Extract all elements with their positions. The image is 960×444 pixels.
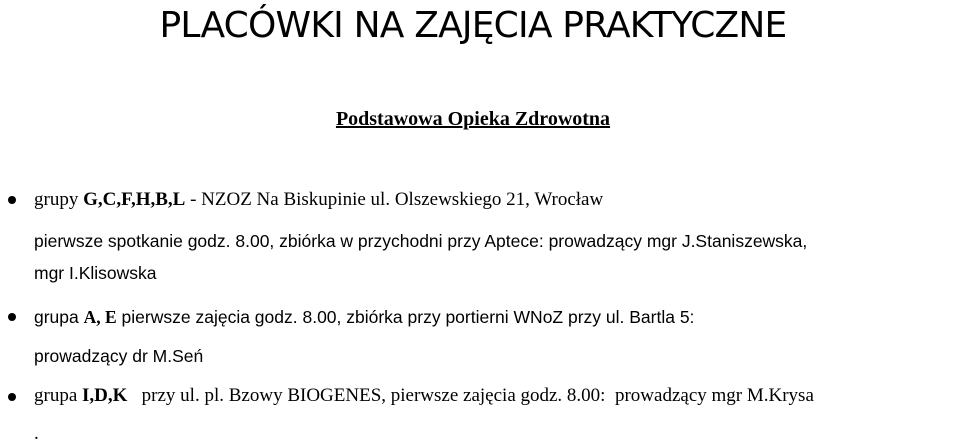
section-subtitle: Podstawowa Opieka Zdrowotna <box>335 108 611 130</box>
item-first-line <box>34 307 694 327</box>
bullet-icon <box>8 196 16 204</box>
item-details-line: pierwsze spotkanie godz. 8.00, zbiórka w przychodni przy Aptece: prowadzący mgr J.Staniszewska, <box>34 231 808 251</box>
group-codes: G,C,F,H,B,L <box>83 189 186 210</box>
group-codes: A, E <box>83 307 117 327</box>
item-first-line <box>34 386 814 406</box>
item-lead: grupa <box>34 307 84 327</box>
item-details: pierwsze zajęcia godz. 8.00, zbiórka przy portierni WNoZ przy ul. Bartla 5: <box>116 307 695 327</box>
page-title: PLACÓWKI NA ZAJĘCIA PRAKTYCZNE <box>159 5 787 46</box>
item-details-line: . <box>34 423 39 444</box>
item-location: - NZOZ Na Biskupinie ul. Olszewskiego 21, Wrocław <box>185 189 604 210</box>
item-details-line: mgr I.Klisowska <box>34 263 157 283</box>
item-details-line: prowadzący dr M.Seń <box>34 346 204 366</box>
item-lead: grupy <box>34 189 84 210</box>
bullet-icon <box>8 393 16 401</box>
item-first-line <box>34 190 603 210</box>
group-codes: I,D,K <box>82 385 128 406</box>
item-lead: grupa <box>34 385 83 406</box>
bullet-icon <box>8 313 16 321</box>
item-details: przy ul. pl. Bzowy BIOGENES, pierwsze zajęcia godz. 8.00: prowadzący mgr M.Krysa <box>127 385 814 406</box>
